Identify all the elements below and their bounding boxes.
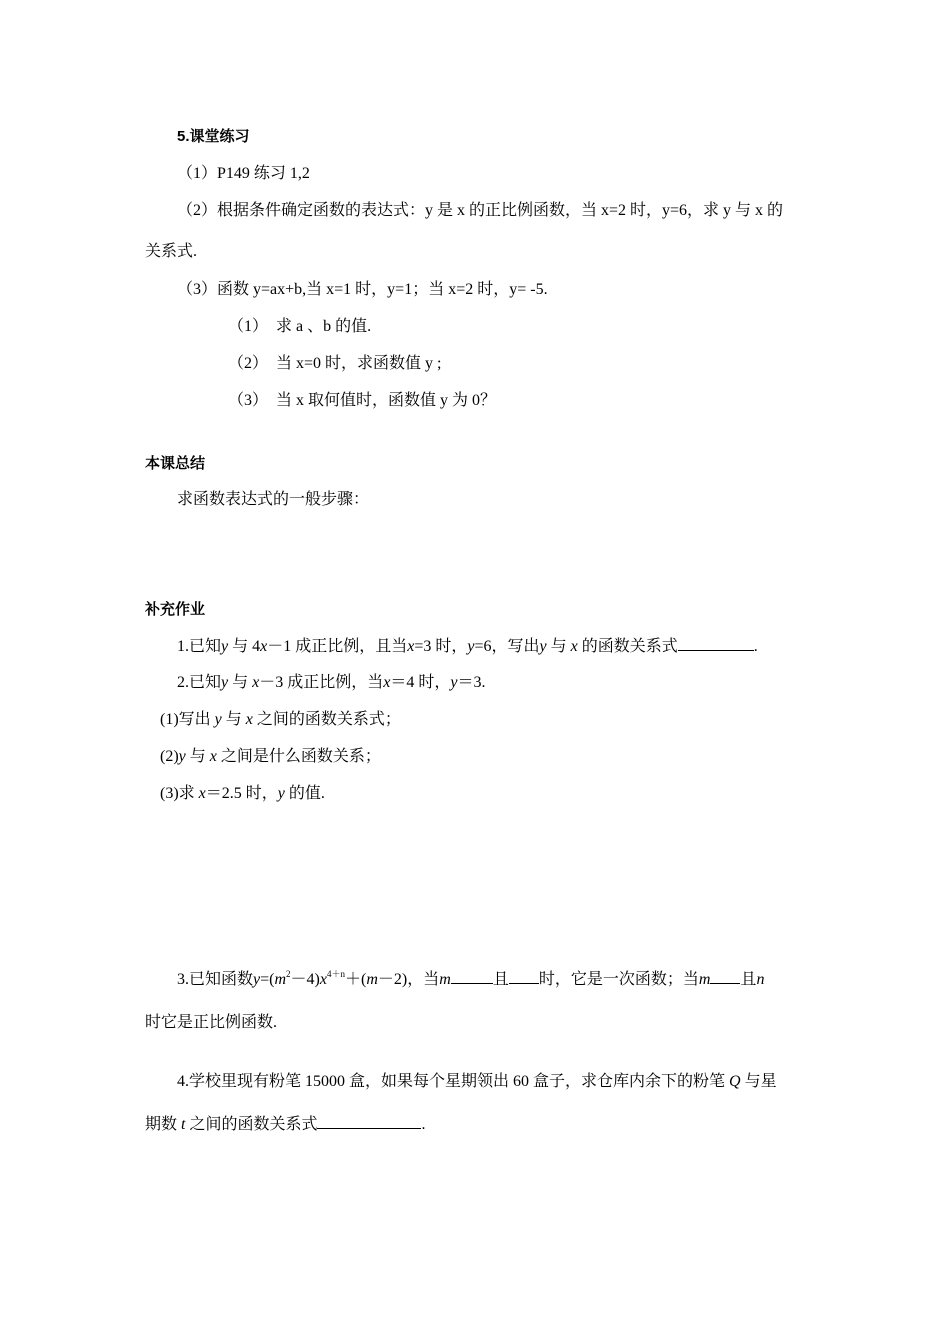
text: ＝3. xyxy=(457,674,486,691)
sub-text: 当 x 取何值时，函数值 y 为 0？ xyxy=(276,392,497,409)
answer-blank xyxy=(710,969,740,984)
text: (1)写出 xyxy=(160,711,211,728)
text: 的值. xyxy=(288,785,325,802)
variable: m xyxy=(274,971,287,988)
variable: y xyxy=(539,638,547,655)
text: 的函数关系式 xyxy=(581,638,678,655)
sub-number: （1） xyxy=(228,318,269,335)
homework-question-4-line-2 xyxy=(145,1114,425,1135)
homework-question-2-part-1 xyxy=(160,710,401,730)
variable: m xyxy=(439,971,451,988)
homework-question-4-line-1 xyxy=(177,1072,777,1092)
text: 之间的函数关系式； xyxy=(256,711,401,728)
variable: y xyxy=(178,748,186,765)
practice-item-3: （3）函数 y=ax+b,当 x=1 时，y=1；当 x=2 时，y= -5. xyxy=(177,281,548,298)
summary-heading: 本课总结 xyxy=(145,455,206,472)
text: . xyxy=(421,1116,426,1133)
text: －1 成正比例，且当 xyxy=(267,638,408,655)
variable: y xyxy=(214,711,222,728)
sub-number: （3） xyxy=(228,392,269,409)
text: －3 成正比例，当 xyxy=(259,674,384,691)
homework-question-2-part-2 xyxy=(160,747,381,767)
variable: x xyxy=(252,674,260,691)
exponent: 2 xyxy=(286,969,291,979)
text: 且 xyxy=(740,971,757,988)
variable: t xyxy=(181,1116,186,1133)
answer-blank xyxy=(317,1114,421,1129)
answer-blank xyxy=(451,969,493,984)
homework-question-3-line-1 xyxy=(177,969,764,990)
sub-text: 求 a 、b 的值. xyxy=(276,318,372,335)
variable: y xyxy=(221,674,229,691)
text: 期数 xyxy=(145,1116,178,1133)
homework-heading: 补充作业 xyxy=(145,601,206,618)
variable: x xyxy=(198,785,206,802)
variable: x xyxy=(260,638,268,655)
practice-heading: 5.课堂练习 xyxy=(177,128,250,145)
text: . xyxy=(753,638,758,655)
homework-question-1 xyxy=(177,636,758,657)
text: 1.已知 xyxy=(177,638,222,655)
exponent: 4＋n xyxy=(327,969,346,979)
answer-blank xyxy=(678,636,754,651)
practice-item-2-line-1: （2）根据条件确定函数的表达式：y 是 x 的正比例函数，当 x=2 时，y=6，求 y 与 x 的 xyxy=(177,202,784,219)
variable: y xyxy=(221,638,229,655)
text: (3)求 xyxy=(160,785,195,802)
variable: x xyxy=(245,711,253,728)
text: 2.已知 xyxy=(177,674,222,691)
variable: x xyxy=(570,638,578,655)
text: 之间的函数关系式 xyxy=(189,1116,318,1133)
variable: y xyxy=(277,785,285,802)
text: 4.学校里现有粉笔 15000 盒，如果每个星期领出 60 盒子，求仓库内余下的粉笔 xyxy=(177,1073,726,1090)
variable: Q xyxy=(729,1073,741,1090)
text: =6，写出 xyxy=(474,638,540,655)
text: 与 xyxy=(232,674,249,691)
text: 时，它是一次函数；当 xyxy=(538,971,699,988)
variable: x xyxy=(319,971,327,988)
answer-blank xyxy=(509,969,539,984)
variable: n xyxy=(756,971,765,988)
variable: x xyxy=(407,638,415,655)
variable: y xyxy=(467,638,475,655)
variable: y xyxy=(253,971,261,988)
text: 与 xyxy=(189,748,206,765)
text: 与 xyxy=(225,711,242,728)
text: =3 时， xyxy=(414,638,468,655)
practice-item-1: （1）P149 练习 1,2 xyxy=(177,165,310,182)
text: 与星 xyxy=(744,1073,777,1090)
text: 之间是什么函数关系； xyxy=(220,748,381,765)
text: ＝2.5 时， xyxy=(205,785,278,802)
practice-sub-2 xyxy=(228,354,442,374)
homework-question-3-line-2: 时它是正比例函数. xyxy=(145,1014,278,1031)
practice-sub-1 xyxy=(228,317,371,337)
practice-sub-3 xyxy=(228,391,496,411)
text: ＋( xyxy=(345,971,367,988)
text: －4) xyxy=(290,971,320,988)
text: (2) xyxy=(160,748,179,765)
sub-number: （2） xyxy=(228,355,269,372)
variable: x xyxy=(209,748,217,765)
variable: y xyxy=(450,674,458,691)
practice-item-2-line-2: 关系式. xyxy=(145,243,198,260)
variable: x xyxy=(383,674,391,691)
text: 3.已知函数 xyxy=(177,971,254,988)
text: 与 xyxy=(550,638,567,655)
sub-text: 当 x=0 时，求函数值 y ; xyxy=(276,355,442,372)
summary-text: 求函数表达式的一般步骤： xyxy=(177,491,370,508)
variable: m xyxy=(366,971,378,988)
text: ＝4 时， xyxy=(390,674,451,691)
homework-question-2 xyxy=(177,673,486,693)
text: －2)，当 xyxy=(377,971,440,988)
homework-question-2-part-3 xyxy=(160,784,325,804)
text: 且 xyxy=(492,971,509,988)
text: 与 4 xyxy=(232,638,261,655)
variable: m xyxy=(698,971,711,988)
text: =( xyxy=(260,971,275,988)
